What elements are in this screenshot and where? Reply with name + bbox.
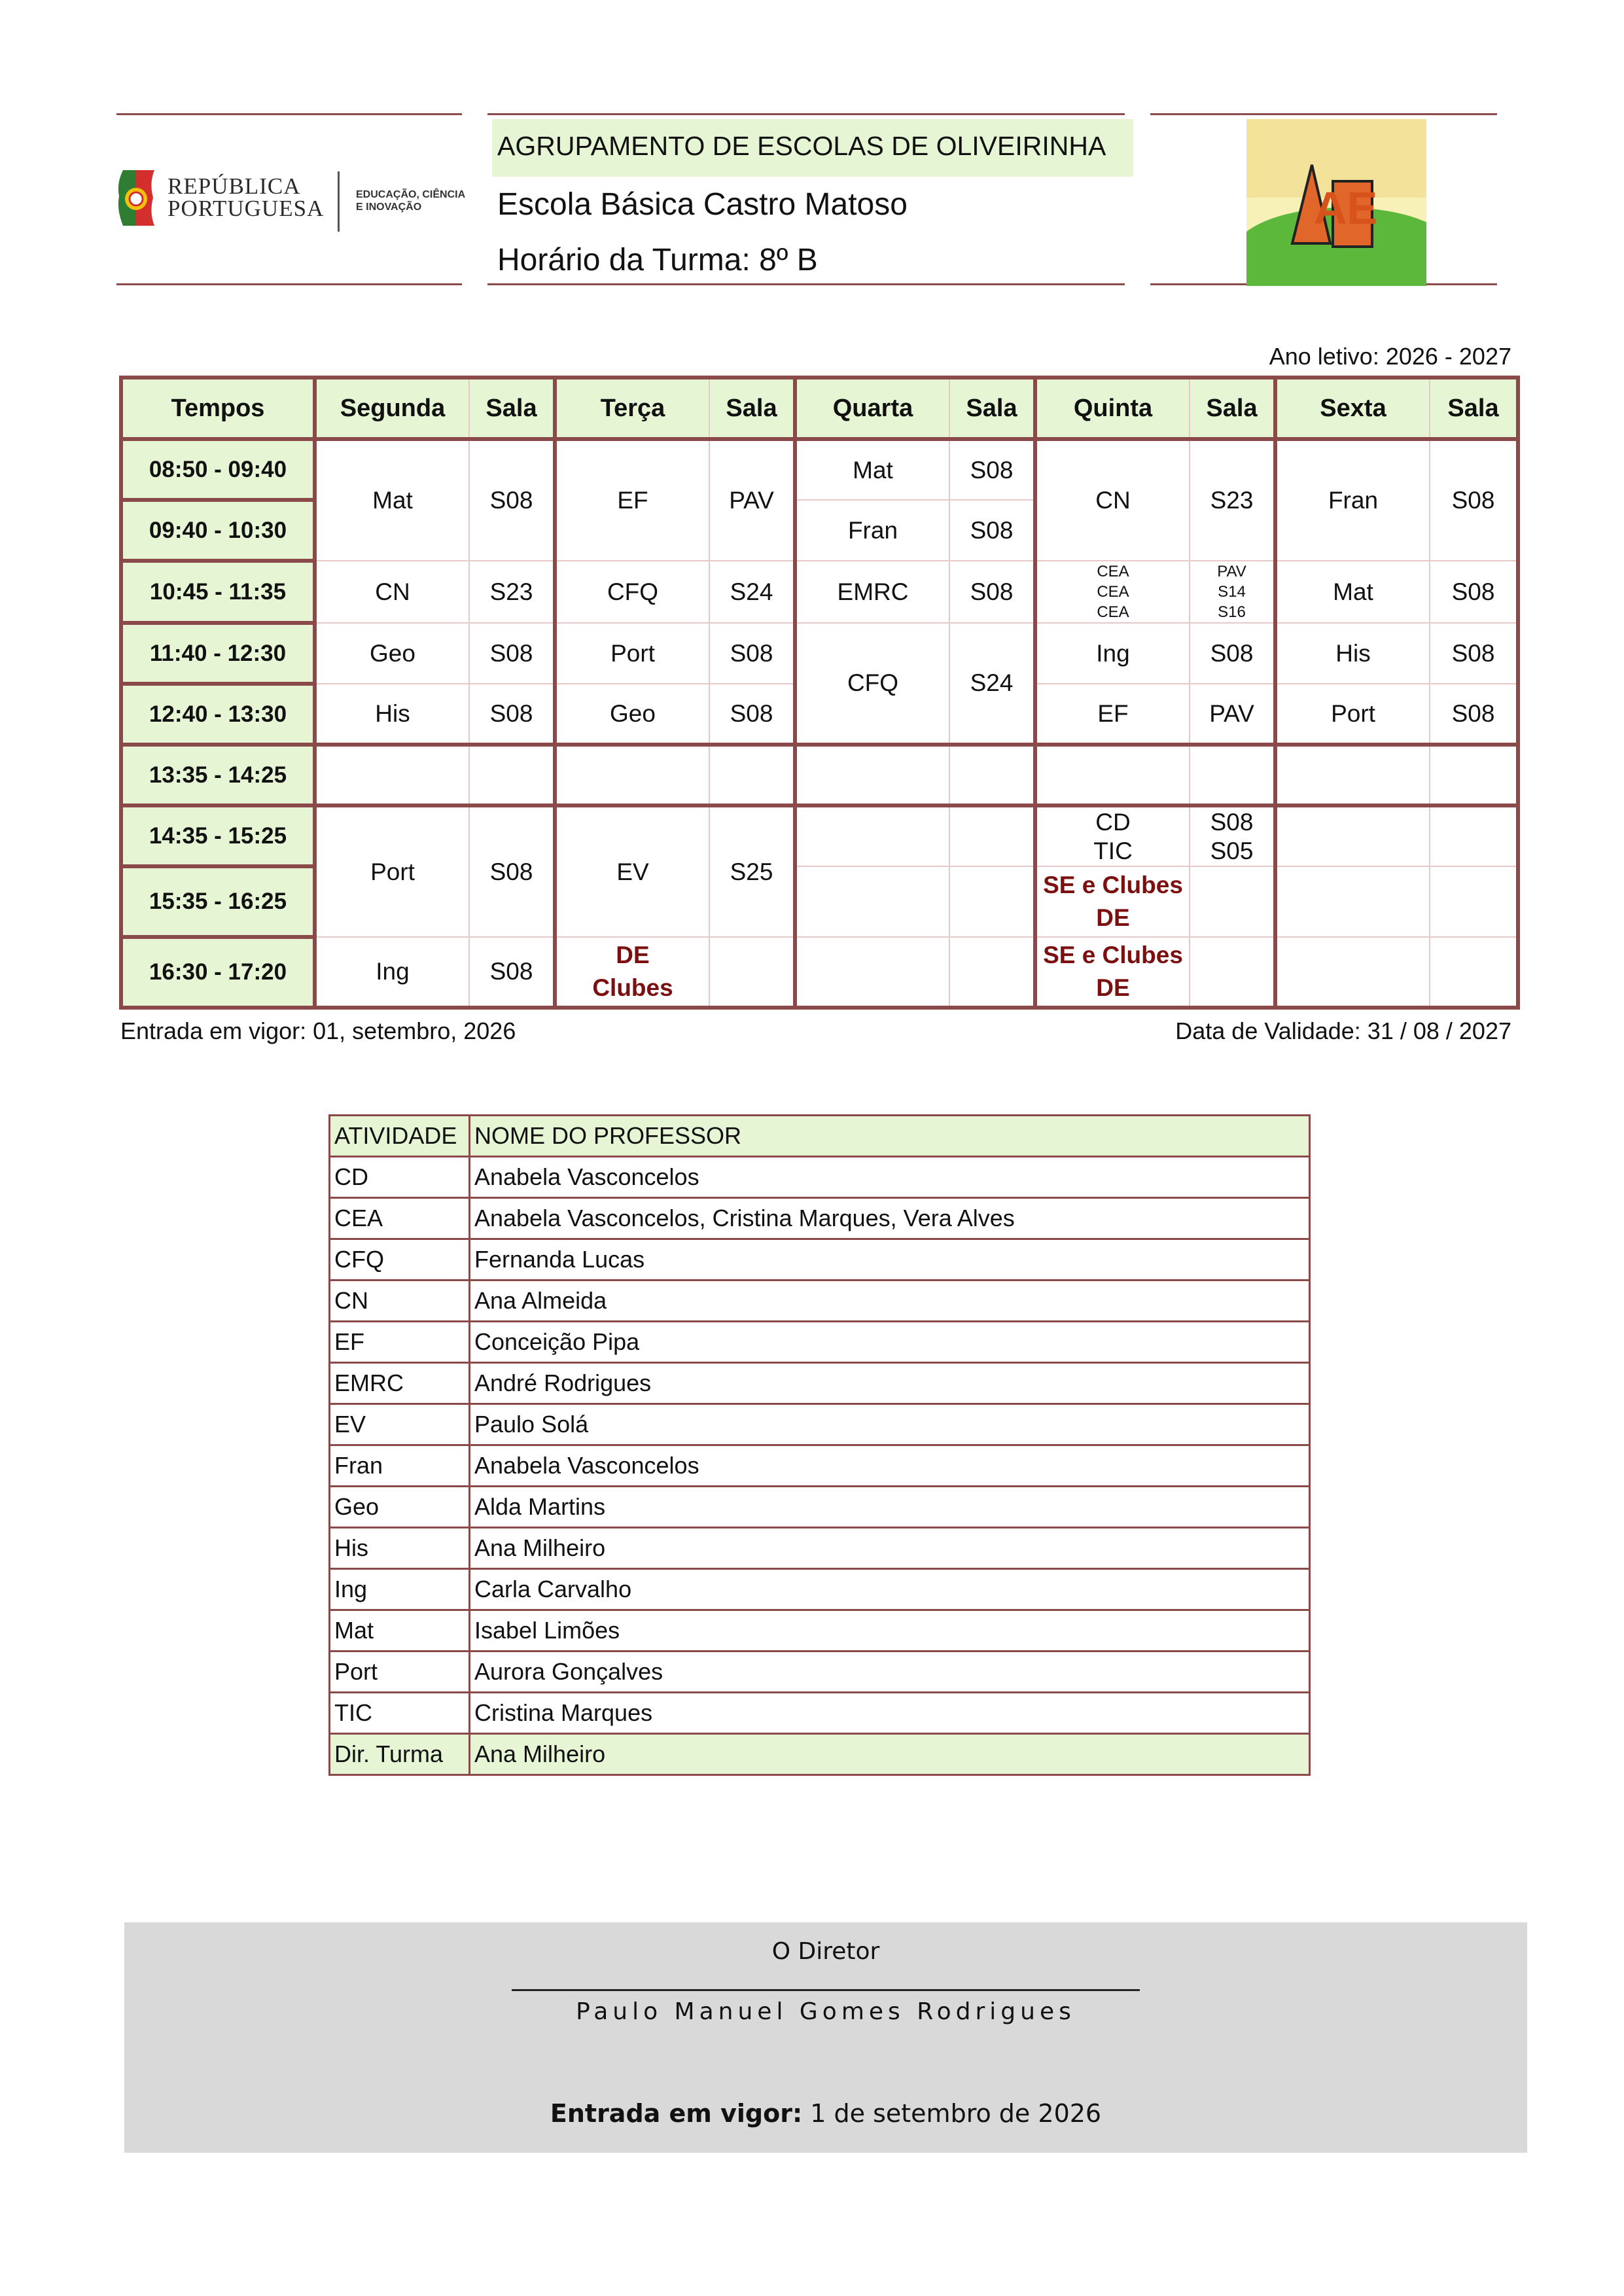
atividade-cell: EF: [330, 1322, 470, 1363]
atividade-cell: TIC: [330, 1693, 470, 1734]
professor-cell: Carla Carvalho: [470, 1569, 1310, 1610]
table-row: [330, 1363, 1310, 1404]
header-sala-sex: Sala: [1430, 378, 1518, 439]
cell-qui-subject: Ing: [1035, 623, 1190, 684]
cell-empty: [1430, 745, 1518, 805]
logo-text-line1: REPÚBLICA: [168, 173, 301, 199]
table-row: [330, 1569, 1310, 1610]
header-quinta: Quinta: [1035, 378, 1190, 439]
header-nome-professor: NOME DO PROFESSOR: [470, 1116, 1310, 1157]
atividade-cell: Fran: [330, 1445, 470, 1487]
cell-empty: [709, 745, 795, 805]
cell-seg-subject: Port: [315, 805, 469, 937]
cell-empty: [949, 745, 1035, 805]
table-row: [330, 1322, 1310, 1363]
professor-cell: André Rodrigues: [470, 1363, 1310, 1404]
table-row: [330, 1280, 1310, 1322]
qui-r7-line1: CD: [1095, 808, 1131, 836]
ter-r9-line2: Clubes: [592, 974, 673, 1001]
cell-empty: [1190, 745, 1275, 805]
qui-r3-line1: CEA: [1097, 563, 1129, 580]
cell-qui-subject: CN: [1035, 439, 1190, 561]
qui-r3-sala3: S16: [1218, 603, 1246, 621]
cell-seg-sala: S08: [469, 684, 555, 745]
time-slot: 12:40 - 13:30: [121, 684, 315, 745]
cell-empty: [1430, 805, 1518, 866]
cell-empty: [1275, 866, 1430, 937]
atividade-cell: CD: [330, 1157, 470, 1198]
time-slot: 08:50 - 09:40: [121, 439, 315, 500]
header-atividade: ATIVIDADE: [330, 1116, 470, 1157]
table-row: [330, 1157, 1310, 1198]
timetable: [119, 376, 1520, 1010]
school-logo-letters: AE: [1314, 183, 1378, 234]
timetable-row: [121, 937, 1518, 1008]
header-sala-ter: Sala: [709, 378, 795, 439]
cell-ter-subject: CFQ: [555, 561, 709, 623]
cell-empty: [795, 937, 949, 1008]
timetable-row: [121, 745, 1518, 805]
teachers-header-row: [330, 1116, 1310, 1157]
cell-qua-subject: EMRC: [795, 561, 949, 623]
table-row: [330, 1487, 1310, 1528]
cell-qui-subject-multi: [1035, 561, 1190, 623]
professor-cell: Anabela Vasconcelos: [470, 1157, 1310, 1198]
table-row: [330, 1651, 1310, 1693]
portugal-flag-icon: [116, 170, 156, 226]
entrada-label: Entrada em vigor:: [550, 2099, 803, 2128]
professor-cell: Fernanda Lucas: [470, 1239, 1310, 1280]
cell-qua-sala: S24: [949, 623, 1035, 745]
header-sala-seg: Sala: [469, 378, 555, 439]
cell-sex-subject: Port: [1275, 684, 1430, 745]
cell-empty: [949, 937, 1035, 1008]
time-slot: 15:35 - 16:25: [121, 866, 315, 937]
table-row: [330, 1239, 1310, 1280]
diretor-label: O Diretor: [771, 1938, 880, 1965]
timetable-header-row: [121, 378, 1518, 439]
cell-ter-subject: Port: [555, 623, 709, 684]
cell-empty: [795, 866, 949, 937]
cell-seg-subject: Mat: [315, 439, 469, 561]
cell-empty: [1275, 805, 1430, 866]
table-row: [330, 1693, 1310, 1734]
header-sala-qui: Sala: [1190, 378, 1275, 439]
cell-sex-sala: S08: [1430, 561, 1518, 623]
atividade-cell: CN: [330, 1280, 470, 1322]
cell-qua-sala: S08: [949, 561, 1035, 623]
qui-r8-line2: DE: [1096, 904, 1130, 931]
professor-cell: Isabel Limões: [470, 1610, 1310, 1651]
dir-turma-nome: Ana Milheiro: [470, 1734, 1310, 1775]
cell-qua-sala: S08: [949, 500, 1035, 561]
cell-sex-subject: His: [1275, 623, 1430, 684]
timetable-row: [121, 623, 1518, 684]
cell-ter-subject: EF: [555, 439, 709, 561]
header-sala-qua: Sala: [949, 378, 1035, 439]
cell-empty: [949, 866, 1035, 937]
logo-subtitle: [356, 188, 465, 213]
cell-seg-subject: Geo: [315, 623, 469, 684]
cell-seg-subject: Ing: [315, 937, 469, 1008]
teachers-table: [328, 1114, 1311, 1776]
cell-empty: [709, 937, 795, 1008]
logo-separator: [338, 171, 340, 232]
escola-title: Escola Básica Castro Matoso: [497, 187, 908, 222]
cell-empty: [1190, 866, 1275, 937]
table-row: [330, 1404, 1310, 1445]
cell-seg-subject: His: [315, 684, 469, 745]
dir-turma-row: [330, 1734, 1310, 1775]
professor-cell: Ana Milheiro: [470, 1528, 1310, 1569]
atividade-cell: EV: [330, 1404, 470, 1445]
cell-empty: [315, 745, 469, 805]
atividade-cell: Geo: [330, 1487, 470, 1528]
cell-qui-sala-multi: [1190, 805, 1275, 866]
cell-qui-sala: S23: [1190, 439, 1275, 561]
atividade-cell: Mat: [330, 1610, 470, 1651]
time-slot: 11:40 - 12:30: [121, 623, 315, 684]
qui-r7-sala1: S08: [1210, 808, 1254, 836]
time-slot: 13:35 - 14:25: [121, 745, 315, 805]
agrupamento-title: AGRUPAMENTO DE ESCOLAS DE OLIVEIRINHA: [497, 131, 1106, 161]
cell-seg-sala: S08: [469, 805, 555, 937]
signature-line: [512, 1989, 1140, 1991]
qui-r8-line1: SE e Clubes: [1043, 872, 1183, 898]
cell-ter-sala: S08: [709, 684, 795, 745]
timetable-row: [121, 439, 1518, 500]
dir-turma-label: Dir. Turma: [330, 1734, 470, 1775]
header-sexta: Sexta: [1275, 378, 1430, 439]
cell-qui-sala: PAV: [1190, 684, 1275, 745]
cell-qua-subject: Fran: [795, 500, 949, 561]
cell-ter-subject: EV: [555, 805, 709, 937]
header-segunda: Segunda: [315, 378, 469, 439]
cell-qua-subject: Mat: [795, 439, 949, 500]
qui-r9-line2: DE: [1096, 974, 1130, 1001]
cell-qui-red-multi: [1035, 937, 1190, 1008]
header-rule-left-top: [116, 113, 462, 115]
timetable-row: [121, 561, 1518, 623]
header-rule-mid-bottom: [487, 283, 1125, 285]
cell-empty: [1035, 745, 1190, 805]
header-rule-mid-top: [487, 113, 1125, 115]
cell-qua-sala: S08: [949, 439, 1035, 500]
cell-qui-subject-multi: [1035, 805, 1190, 866]
time-slot: 14:35 - 15:25: [121, 805, 315, 866]
cell-sex-sala: S08: [1430, 623, 1518, 684]
cell-ter-sala: S25: [709, 805, 795, 937]
cell-qua-subject: CFQ: [795, 623, 949, 745]
cell-sex-subject: Fran: [1275, 439, 1430, 561]
ano-letivo: Ano letivo: 2026 - 2027: [1269, 343, 1511, 370]
cell-ter-sala: S08: [709, 623, 795, 684]
qui-r3-line2: CEA: [1097, 583, 1129, 601]
republica-portuguesa-logo: [116, 157, 470, 229]
diretor-nome: Paulo Manuel Gomes Rodrigues: [576, 1998, 1076, 2025]
table-row: [330, 1610, 1310, 1651]
cell-empty: [1430, 937, 1518, 1008]
header-quarta: Quarta: [795, 378, 949, 439]
professor-cell: Cristina Marques: [470, 1693, 1310, 1734]
atividade-cell: CFQ: [330, 1239, 470, 1280]
professor-cell: Aurora Gonçalves: [470, 1651, 1310, 1693]
cell-empty: [795, 745, 949, 805]
logo-sub-line1: EDUCAÇÃO, CIÊNCIA: [356, 189, 466, 200]
table-row: [330, 1528, 1310, 1569]
qui-r3-line3: CEA: [1097, 603, 1129, 621]
professor-cell: Alda Martins: [470, 1487, 1310, 1528]
cell-seg-sala: S08: [469, 439, 555, 561]
logo-text: [168, 175, 324, 220]
cell-empty: [555, 745, 709, 805]
professor-cell: Ana Almeida: [470, 1280, 1310, 1322]
ter-r9-line1: DE: [616, 942, 650, 968]
logo-sub-line2: E INOVAÇÃO: [356, 202, 422, 213]
cell-qui-sala-multi: [1190, 561, 1275, 623]
atividade-cell: His: [330, 1528, 470, 1569]
cell-ter-sala: PAV: [709, 439, 795, 561]
professor-cell: Anabela Vasconcelos: [470, 1445, 1310, 1487]
professor-cell: Anabela Vasconcelos, Cristina Marques, Vera Alves: [470, 1198, 1310, 1239]
atividade-cell: Ing: [330, 1569, 470, 1610]
qui-r7-sala2: S05: [1210, 837, 1254, 864]
cell-empty: [1275, 937, 1430, 1008]
cell-seg-sala: S23: [469, 561, 555, 623]
cell-empty: [1190, 937, 1275, 1008]
data-de-validade: Data de Validade: 31 / 08 / 2027: [1175, 1017, 1511, 1044]
atividade-cell: EMRC: [330, 1363, 470, 1404]
time-slot: 10:45 - 11:35: [121, 561, 315, 623]
cell-sex-subject: Mat: [1275, 561, 1430, 623]
cell-empty: [949, 805, 1035, 866]
time-slot: 16:30 - 17:20: [121, 937, 315, 1008]
cell-seg-subject: CN: [315, 561, 469, 623]
cell-seg-sala: S08: [469, 937, 555, 1008]
header-rule-left-bottom: [116, 283, 462, 285]
cell-ter-red-multi: [555, 937, 709, 1008]
cell-qui-red-multi: [1035, 866, 1190, 937]
logo-text-line2: PORTUGUESA: [168, 196, 325, 221]
timetable-row: [121, 805, 1518, 866]
entrada-em-vigor-footer: [124, 2099, 1527, 2128]
header-terca: Terça: [555, 378, 709, 439]
entrada-value: 1 de setembro de 2026: [810, 2099, 1102, 2128]
qui-r3-sala2: S14: [1218, 583, 1246, 601]
cell-empty: [469, 745, 555, 805]
table-row: [330, 1198, 1310, 1239]
qui-r7-line2: TIC: [1093, 837, 1133, 864]
entrada-em-vigor-top: Entrada em vigor: 01, setembro, 2026: [120, 1017, 516, 1044]
signature-footer: [124, 1922, 1527, 2153]
cell-sex-sala: S08: [1430, 439, 1518, 561]
cell-empty: [1275, 745, 1430, 805]
cell-sex-sala: S08: [1430, 684, 1518, 745]
cell-seg-sala: S08: [469, 623, 555, 684]
horario-title: Horário da Turma: 8º B: [497, 243, 818, 277]
cell-qui-subject: EF: [1035, 684, 1190, 745]
cell-ter-subject: Geo: [555, 684, 709, 745]
table-row: [330, 1445, 1310, 1487]
professor-cell: Conceição Pipa: [470, 1322, 1310, 1363]
atividade-cell: Port: [330, 1651, 470, 1693]
header-rule-right-top: [1150, 113, 1497, 115]
qui-r9-line1: SE e Clubes: [1043, 942, 1183, 968]
cell-empty: [1430, 866, 1518, 937]
header-tempos: Tempos: [121, 378, 315, 439]
qui-r3-sala1: PAV: [1217, 563, 1246, 580]
cell-empty: [795, 805, 949, 866]
atividade-cell: CEA: [330, 1198, 470, 1239]
cell-qui-sala: S08: [1190, 623, 1275, 684]
time-slot: 09:40 - 10:30: [121, 500, 315, 561]
school-logo-image: [1246, 119, 1426, 286]
professor-cell: Paulo Solá: [470, 1404, 1310, 1445]
cell-ter-sala: S24: [709, 561, 795, 623]
